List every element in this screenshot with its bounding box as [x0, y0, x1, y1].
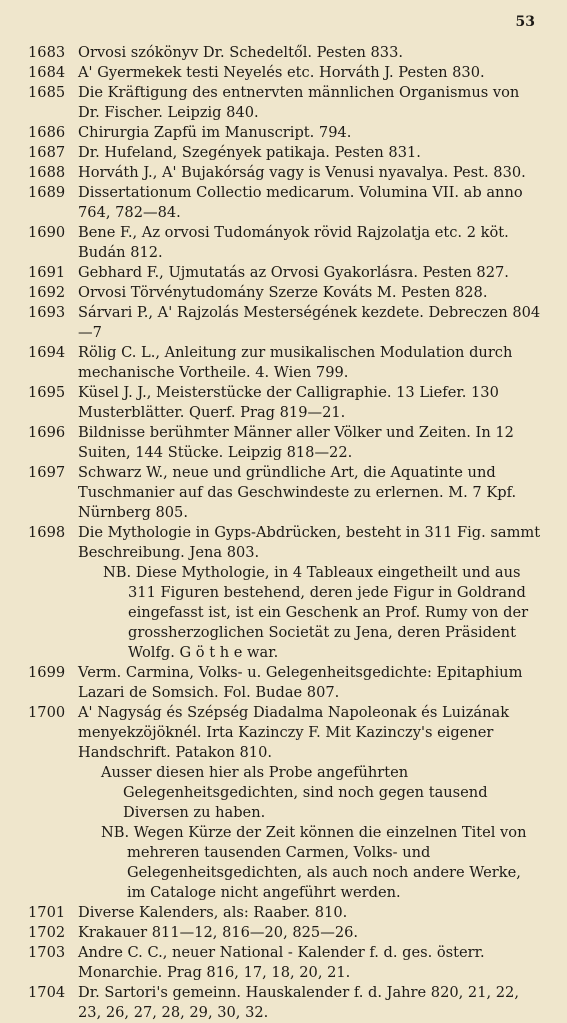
- catalog-entry-1692: [28, 283, 543, 303]
- entry-number: 1686: [28, 124, 66, 141]
- entry-number: 1699: [28, 664, 66, 681]
- page-number: 53: [515, 14, 535, 30]
- entry-number: 1685: [28, 84, 66, 101]
- entry-number: 1690: [28, 224, 66, 241]
- entry-number: 1698: [28, 524, 66, 541]
- entry-number: 1696: [28, 424, 66, 441]
- catalog-entry-1703: [28, 943, 543, 983]
- catalog-entry-1698: [28, 523, 543, 563]
- entry-text: Dissertationum Collectio medicarum. Volumina VII. ab anno 764, 782—84.: [78, 184, 523, 221]
- entry-text: Bildnisse berühmter Männer aller Völker und Zeiten. In 12 Suiten, 144 Stücke. Leipzig 818—22.: [78, 424, 514, 461]
- catalog-entry-1689: [28, 183, 543, 223]
- catalog-entry-1697: [28, 463, 543, 523]
- catalog-entry-1686: [28, 123, 543, 143]
- entry-1700-note: Ausser diesen hier als Probe angeführten Gelegenheitsgedichten, sind noch gegen tausend Diversen zu haben.: [101, 764, 488, 821]
- entry-number: 1697: [28, 464, 66, 481]
- entry-number: 1700: [28, 704, 66, 721]
- entry-1698-nb-note: NB. Diese Mythologie, in 4 Tableaux eingetheilt und aus 311 Figuren bestehend, deren jede Figur in Goldrand eingefasst ist, ist ein Geschenk an Prof. Rumy von der grossherzoglichen Societät zu Jena, deren Präsident Wolfg. G ö t h e war.: [103, 564, 529, 661]
- entry-text: Rölig C. L., Anleitung zur musikalischen Modulation durch mechanische Vortheile. 4. Wien 799.: [78, 344, 513, 381]
- entry-text: Bene F., Az orvosi Tudományok rövid Rajzolatja etc. 2 köt. Budán 812.: [78, 224, 509, 261]
- catalog-entry-1691: [28, 263, 543, 283]
- entry-text: Andre C. C., neuer National - Kalender f. d. ges. österr. Monarchie. Prag 816, 17, 18, 20, 21.: [78, 944, 485, 981]
- entry-number: 1687: [28, 144, 66, 161]
- entry-number: 1703: [28, 944, 66, 961]
- entry-text: Gebhard F., Ujmutatás az Orvosi Gyakorlásra. Pesten 827.: [78, 264, 509, 281]
- entry-text: Die Kräftigung des entnervten männlichen Organismus von Dr. Fischer. Leipzig 840.: [78, 84, 520, 121]
- catalog-entry-1704: [28, 983, 543, 1023]
- entry-text: Küsel J. J., Meisterstücke der Calligraphie. 13 Liefer. 130 Musterblätter. Querf. Prag 819—21.: [78, 384, 499, 421]
- entry-number: 1701: [28, 904, 66, 921]
- entry-text: Dr. Hufeland, Szegények patikaja. Pesten 831.: [78, 144, 421, 161]
- entry-1700-nb-note: NB. Wegen Kürze der Zeit können die einzelnen Titel von mehreren tausenden Carmen, Volks- und Gelegenheitsgedichten, als auch noch andere Werke, im Cataloge nicht angeführt werden.: [101, 824, 527, 901]
- catalog-entry-1699: [28, 663, 543, 703]
- entry-number: 1683: [28, 44, 66, 61]
- entry-text: Verm. Carmina, Volks- u. Gelegenheitsgedichte: Epitaphium Lazari de Somsich. Fol. Budae 807.: [78, 664, 523, 701]
- entry-text: Sárvari P., A' Rajzolás Mesterségének kezdete. Debreczen 804—7: [78, 304, 541, 341]
- catalog-entry-1684: [28, 63, 543, 83]
- entry-number: 1693: [28, 304, 66, 321]
- catalog-entry-1688: [28, 163, 543, 183]
- entry-text: Krakauer 811—12, 816—20, 825—26.: [78, 924, 359, 941]
- entry-text: Chirurgia Zapfü im Manuscript. 794.: [78, 124, 352, 141]
- catalog-entry-1687: [28, 143, 543, 163]
- entry-text: A' Gyermekek testi Neyelés etc. Horváth J. Pesten 830.: [78, 64, 485, 81]
- catalog-entry-1694: [28, 343, 543, 383]
- catalog-entries: [28, 43, 543, 1023]
- entry-number: 1689: [28, 184, 66, 201]
- entry-number: 1702: [28, 924, 66, 941]
- entry-number: 1704: [28, 984, 66, 1001]
- catalog-entry-1700: [28, 703, 543, 763]
- entry-number: 1684: [28, 64, 66, 81]
- catalog-entry-1693: [28, 303, 543, 343]
- catalog-entry-1702: [28, 923, 543, 943]
- entry-number: 1692: [28, 284, 66, 301]
- entry-text: Die Mythologie in Gyps-Abdrücken, besteht in 311 Fig. sammt Beschreibung. Jena 803.: [78, 524, 541, 561]
- entry-number: 1688: [28, 164, 66, 181]
- entry-text: A' Nagyság és Szépség Diadalma Napoleonak és Luizának menyekzöjöknél. Irta Kazinczy F. Mit Kazinczy's eigener Handschrift. Patakon 810.: [78, 704, 510, 761]
- entry-text: Schwarz W., neue und gründliche Art, die Aquatinte und Tuschmanier auf das Geschwindeste zu erlernen. M. 7 Kpf. Nürnberg 805.: [78, 464, 517, 521]
- catalog-entry-1683: [28, 43, 543, 63]
- entry-number: 1694: [28, 344, 66, 361]
- entry-text: Orvosi szókönyv Dr. Schedeltől. Pesten 833.: [78, 44, 404, 61]
- entry-number: 1695: [28, 384, 66, 401]
- catalog-entry-1696: [28, 423, 543, 463]
- catalog-entry-1685: [28, 83, 543, 123]
- catalog-entry-1701: [28, 903, 543, 923]
- entry-text: Horváth J., A' Bujakórság vagy is Venusi nyavalya. Pest. 830.: [78, 164, 526, 181]
- catalog-entry-1690: [28, 223, 543, 263]
- catalog-entry-1695: [28, 383, 543, 423]
- entry-text: Orvosi Törvénytudomány Szerze Kováts M. Pesten 828.: [78, 284, 488, 301]
- entry-number: 1691: [28, 264, 66, 281]
- entry-text: Dr. Sartori's gemeinn. Hauskalender f. d. Jahre 820, 21, 22, 23, 26, 27, 28, 29, 30, 32.: [78, 984, 519, 1021]
- entry-text: Diverse Kalenders, als: Raaber. 810.: [78, 904, 348, 921]
